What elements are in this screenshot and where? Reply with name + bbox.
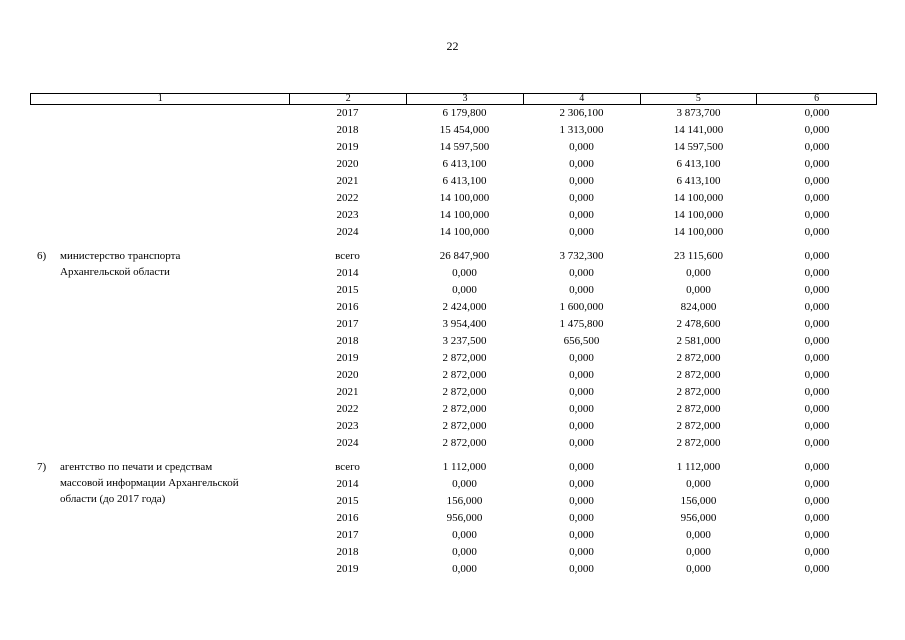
- regional-cell: 156,000: [680, 495, 717, 507]
- total-cell: 0,000: [452, 563, 477, 575]
- other-cell: 0,000: [804, 512, 830, 524]
- table-row: [289, 561, 877, 578]
- org-number: 7): [37, 461, 47, 473]
- year-cell: 2014: [336, 478, 359, 490]
- regional-cell: 2 872,000: [676, 369, 721, 381]
- table-row: [289, 299, 877, 316]
- table-row: [289, 544, 877, 561]
- org-name: агентство по печати и средствам массовой информации Архангельской области (до 2017 года): [60, 461, 239, 505]
- other-cell: 0,000: [804, 192, 830, 204]
- other-cell: 0,000: [804, 495, 830, 507]
- other-cell: 0,000: [804, 175, 830, 187]
- regional-cell: 0,000: [686, 529, 711, 541]
- year-cell: 2019: [336, 563, 359, 575]
- other-cell: 0,000: [804, 267, 830, 279]
- header-col-1: 1: [157, 93, 163, 104]
- year-cell: 2015: [336, 284, 359, 296]
- year-cell: 2021: [336, 386, 359, 398]
- total-cell: 2 872,000: [442, 369, 487, 381]
- table-header-row: [30, 93, 877, 105]
- total-cell: 156,000: [446, 495, 483, 507]
- table-row: [289, 190, 877, 207]
- regional-cell: 14 100,000: [673, 192, 724, 204]
- year-cell: 2024: [336, 226, 359, 238]
- total-cell: 14 100,000: [439, 226, 490, 238]
- total-cell: 0,000: [452, 478, 477, 490]
- total-cell: 0,000: [452, 546, 477, 558]
- organization-section: [30, 248, 877, 452]
- org-cell: [30, 248, 289, 452]
- table-row: [289, 350, 877, 367]
- federal-cell: 1 475,800: [559, 318, 604, 330]
- federal-cell: 0,000: [569, 512, 594, 524]
- year-cell: 2018: [336, 124, 359, 136]
- total-cell: 1 112,000: [442, 461, 487, 473]
- org-cell: [30, 459, 289, 578]
- total-cell: 6 413,100: [442, 175, 487, 187]
- total-cell: 2 872,000: [442, 437, 487, 449]
- table-row: [289, 476, 877, 493]
- year-cell: 2020: [336, 158, 359, 170]
- other-cell: 0,000: [804, 124, 830, 136]
- other-cell: 0,000: [804, 107, 830, 119]
- regional-cell: 0,000: [686, 563, 711, 575]
- table-row: [289, 248, 877, 265]
- org-number: 6): [37, 250, 47, 262]
- table-row: [289, 367, 877, 384]
- year-cell: 2019: [336, 141, 359, 153]
- federal-cell: 2 306,100: [559, 107, 604, 119]
- federal-cell: 656,500: [563, 335, 600, 347]
- federal-cell: 1 313,000: [559, 124, 604, 136]
- header-col-3: 3: [406, 94, 523, 104]
- regional-cell: 2 872,000: [676, 420, 721, 432]
- total-cell: 956,000: [446, 512, 483, 524]
- org-cell-empty: [30, 105, 289, 241]
- total-cell: 26 847,900: [439, 250, 490, 262]
- federal-cell: 0,000: [569, 284, 594, 296]
- federal-cell: 1 600,000: [559, 301, 604, 313]
- total-cell: 6 413,100: [442, 158, 487, 170]
- regional-cell: 14 597,500: [673, 141, 724, 153]
- federal-cell: 0,000: [569, 478, 594, 490]
- other-cell: 0,000: [804, 352, 830, 364]
- regional-cell: 0,000: [686, 478, 711, 490]
- table-body: [30, 105, 877, 578]
- federal-cell: 0,000: [569, 420, 594, 432]
- federal-cell: 0,000: [569, 546, 594, 558]
- federal-cell: 0,000: [569, 267, 594, 279]
- table-row: [289, 173, 877, 190]
- total-cell: 14 597,500: [439, 141, 490, 153]
- regional-cell: 0,000: [686, 546, 711, 558]
- total-cell: 15 454,000: [439, 124, 490, 136]
- total-cell: 2 872,000: [442, 403, 487, 415]
- regional-cell: 6 413,100: [676, 175, 721, 187]
- other-cell: 0,000: [804, 420, 830, 432]
- regional-cell: 14 141,000: [673, 124, 724, 136]
- header-col-4: 4: [523, 94, 640, 104]
- federal-cell: 0,000: [569, 175, 594, 187]
- table-row: [289, 384, 877, 401]
- year-cell: 2020: [336, 369, 359, 381]
- total-cell: 3 954,400: [442, 318, 487, 330]
- federal-cell: 0,000: [569, 461, 594, 473]
- other-cell: 0,000: [804, 369, 830, 381]
- federal-cell: 3 732,300: [559, 250, 604, 262]
- org-name: министерство транспорта Архангельской области: [60, 250, 181, 278]
- other-cell: 0,000: [804, 209, 830, 221]
- table-row: [289, 156, 877, 173]
- year-cell: 2018: [336, 335, 359, 347]
- table-row: [289, 459, 877, 476]
- other-cell: 0,000: [804, 437, 830, 449]
- table-row: [289, 139, 877, 156]
- other-cell: 0,000: [804, 529, 830, 541]
- year-cell: 2016: [336, 301, 359, 313]
- year-cell: всего: [335, 250, 360, 262]
- other-cell: 0,000: [804, 226, 830, 238]
- table-row: [289, 224, 877, 241]
- total-cell: 2 872,000: [442, 420, 487, 432]
- other-cell: 0,000: [804, 461, 830, 473]
- other-cell: 0,000: [804, 403, 830, 415]
- total-cell: 0,000: [452, 284, 477, 296]
- federal-cell: 0,000: [569, 352, 594, 364]
- other-cell: 0,000: [804, 563, 830, 575]
- total-cell: 14 100,000: [439, 192, 490, 204]
- federal-cell: 0,000: [569, 495, 594, 507]
- regional-cell: 14 100,000: [673, 209, 724, 221]
- other-cell: 0,000: [804, 158, 830, 170]
- header-col-5: 5: [640, 94, 757, 104]
- organization-section: [30, 459, 877, 578]
- other-cell: 0,000: [804, 546, 830, 558]
- other-cell: 0,000: [804, 301, 830, 313]
- regional-cell: 3 873,700: [676, 107, 721, 119]
- other-cell: 0,000: [804, 141, 830, 153]
- regional-cell: 2 872,000: [676, 386, 721, 398]
- other-cell: 0,000: [804, 478, 830, 490]
- table-row: [289, 418, 877, 435]
- page-number: 22: [446, 39, 459, 53]
- year-cell: 2022: [336, 192, 359, 204]
- table-row: [289, 510, 877, 527]
- year-cell: 2024: [336, 437, 359, 449]
- year-cell: 2017: [336, 107, 359, 119]
- year-cell: 2015: [336, 495, 359, 507]
- table-row: [289, 333, 877, 350]
- regional-cell: 824,000: [680, 301, 717, 313]
- year-cell: 2017: [336, 529, 359, 541]
- federal-cell: 0,000: [569, 529, 594, 541]
- total-cell: 6 179,800: [442, 107, 487, 119]
- total-cell: 2 872,000: [442, 352, 487, 364]
- regional-cell: 14 100,000: [673, 226, 724, 238]
- regional-cell: 2 872,000: [676, 352, 721, 364]
- table-row: [289, 282, 877, 299]
- regional-cell: 2 478,600: [676, 318, 721, 330]
- table-row: [289, 493, 877, 510]
- other-cell: 0,000: [804, 335, 830, 347]
- year-cell: всего: [335, 461, 360, 473]
- regional-cell: 2 872,000: [676, 437, 721, 449]
- federal-cell: 0,000: [569, 141, 594, 153]
- federal-cell: 0,000: [569, 369, 594, 381]
- regional-cell: 0,000: [686, 267, 711, 279]
- year-cell: 2023: [336, 209, 359, 221]
- continuation-section: [30, 105, 877, 241]
- total-cell: 0,000: [452, 529, 477, 541]
- federal-cell: 0,000: [569, 192, 594, 204]
- other-cell: 0,000: [804, 386, 830, 398]
- year-cell: 2022: [336, 403, 359, 415]
- other-cell: 0,000: [804, 284, 830, 296]
- table-row: [289, 401, 877, 418]
- federal-cell: 0,000: [569, 437, 594, 449]
- budget-table: [30, 93, 877, 578]
- total-cell: 3 237,500: [442, 335, 487, 347]
- federal-cell: 0,000: [569, 158, 594, 170]
- regional-cell: 6 413,100: [676, 158, 721, 170]
- year-cell: 2021: [336, 175, 359, 187]
- table-row: [289, 316, 877, 333]
- regional-cell: 23 115,600: [673, 250, 724, 262]
- federal-cell: 0,000: [569, 563, 594, 575]
- year-cell: 2016: [336, 512, 359, 524]
- year-cell: 2023: [336, 420, 359, 432]
- header-col-6: 6: [756, 94, 876, 104]
- table-row: [289, 527, 877, 544]
- table-row: [289, 207, 877, 224]
- year-cell: 2014: [336, 267, 359, 279]
- header-col-2: 2: [289, 94, 406, 104]
- table-row: [289, 435, 877, 452]
- year-cell: 2017: [336, 318, 359, 330]
- federal-cell: 0,000: [569, 403, 594, 415]
- regional-cell: 1 112,000: [676, 461, 721, 473]
- federal-cell: 0,000: [569, 209, 594, 221]
- regional-cell: 2 872,000: [676, 403, 721, 415]
- total-cell: 0,000: [452, 267, 477, 279]
- federal-cell: 0,000: [569, 226, 594, 238]
- table-row: [289, 105, 877, 122]
- regional-cell: 2 581,000: [676, 335, 721, 347]
- other-cell: 0,000: [804, 250, 830, 262]
- total-cell: 2 424,000: [442, 301, 487, 313]
- year-cell: 2018: [336, 546, 359, 558]
- total-cell: 2 872,000: [442, 386, 487, 398]
- table-row: [289, 122, 877, 139]
- other-cell: 0,000: [804, 318, 830, 330]
- table-row: [289, 265, 877, 282]
- year-cell: 2019: [336, 352, 359, 364]
- federal-cell: 0,000: [569, 386, 594, 398]
- total-cell: 14 100,000: [439, 209, 490, 221]
- regional-cell: 956,000: [680, 512, 717, 524]
- regional-cell: 0,000: [686, 284, 711, 296]
